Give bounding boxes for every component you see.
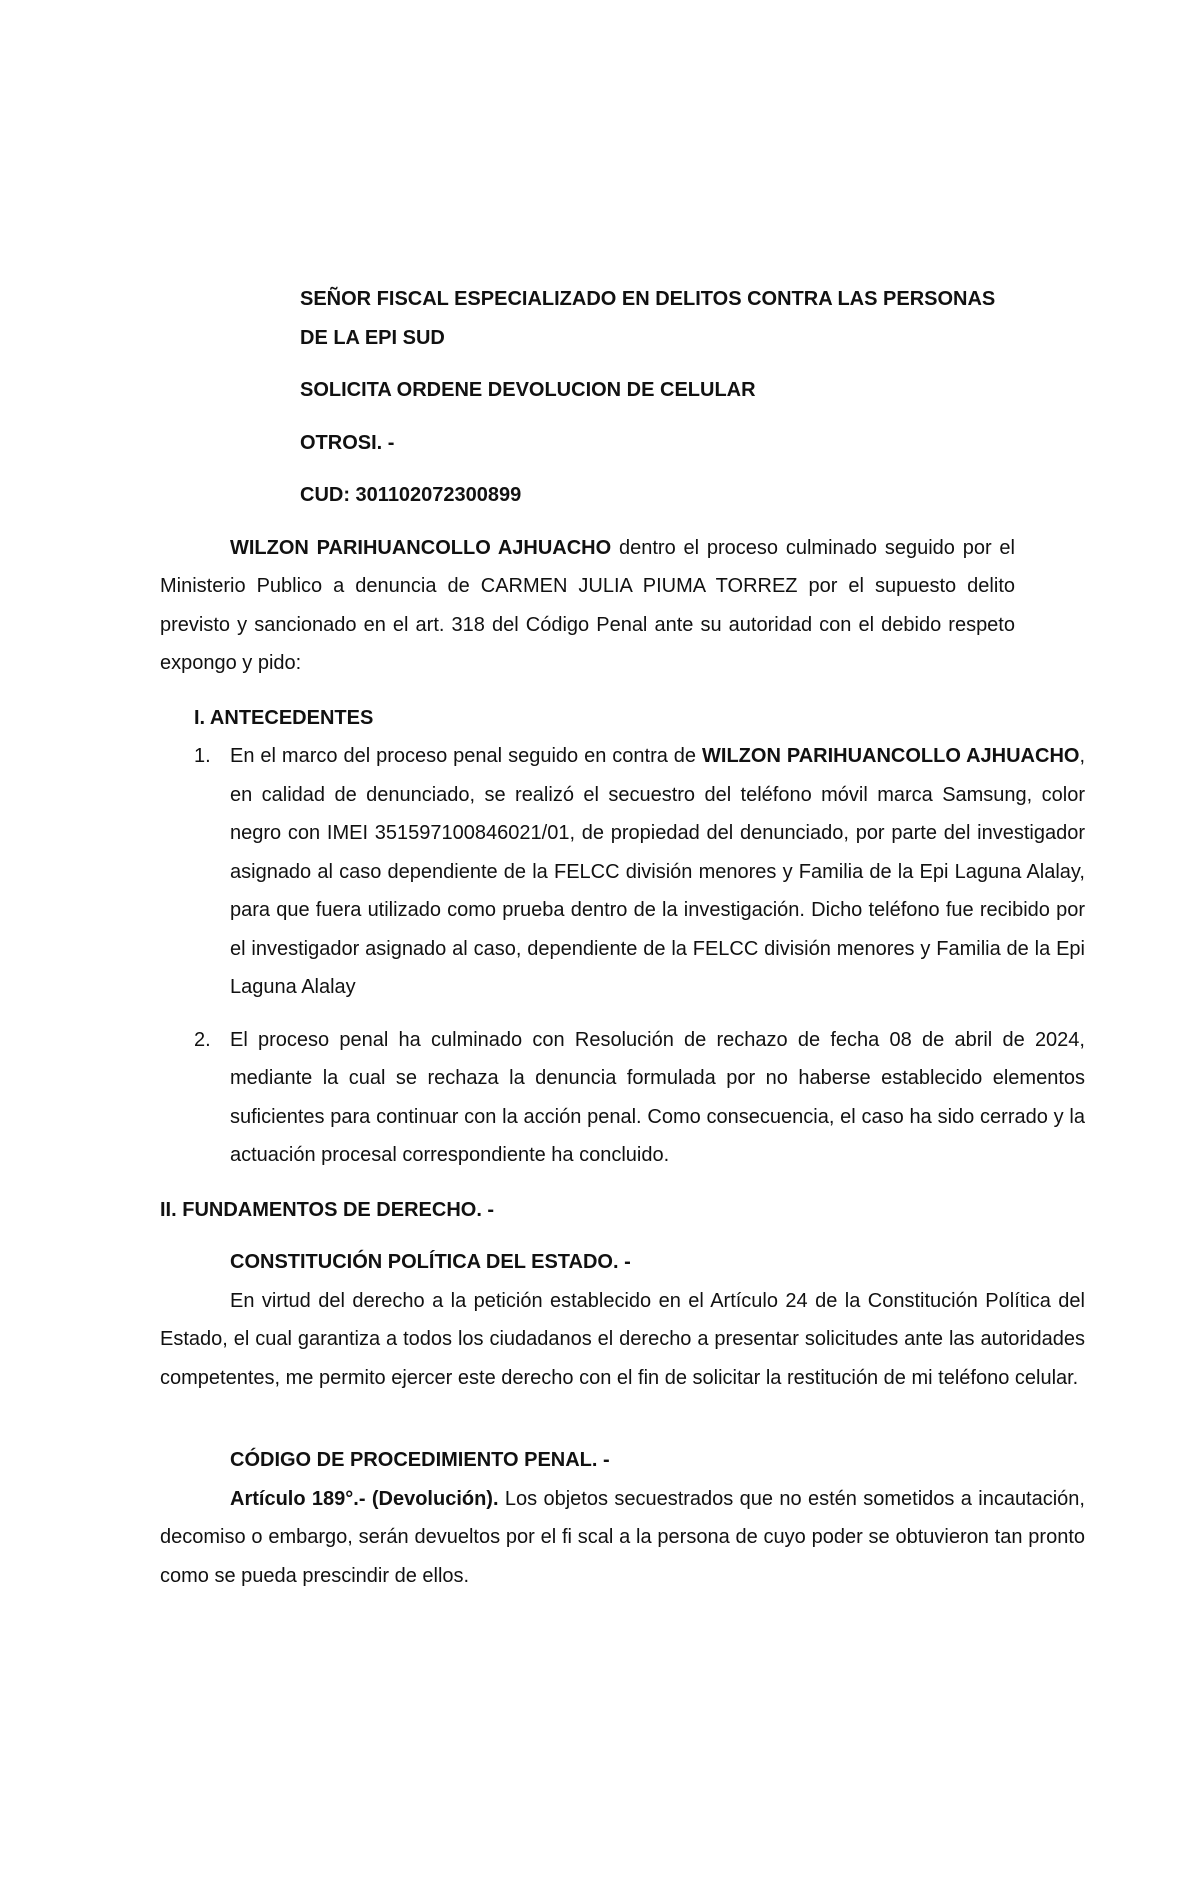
list-item-text-after: , en calidad de denunciado, se realizó el secuestro del teléfono móvil marca Samsung, color negro con IMEI 351597100846021/01, de propiedad del denunciado, por parte del investigador asignado al caso dependiente de la FELCC división menores y Familia de la Epi Laguna Alalay, para que fuera utilizado como prueba dentro de la investigación. Dicho teléfono fue recibido por el investigador asignado al caso, dependiente de la FELCC división menores y Familia de la Epi Laguna Alalay xyxy=(230,745,1086,998)
list-item xyxy=(160,737,1085,1007)
list-item-text-before: En el marco del proceso penal seguido en contra de xyxy=(230,745,703,767)
cpp-title: CÓDIGO DE PROCEDIMIENTO PENAL. - xyxy=(230,1449,610,1471)
list-item-number: 1. xyxy=(194,745,211,767)
intro-text: dentro el proceso culminado seguido por el Ministerio Publico a denuncia de CARMEN JULIA PIUMA TORREZ por el supuesto delito previsto y sancionado en el art. 318 del Código Penal ante su autoridad con el debido respeto expongo y pido: xyxy=(160,536,1016,674)
section-antecedentes-title: I. ANTECEDENTES xyxy=(194,706,374,729)
intro-name: WILZON PARIHUANCOLLO AJHUACHO xyxy=(230,536,612,559)
list-item-number: 2. xyxy=(194,1028,211,1051)
list-item-name: WILZON PARIHUANCOLLO AJHUACHO xyxy=(702,745,1080,767)
subject-line: SOLICITA ORDENE DEVOLUCION DE CELULAR xyxy=(300,379,756,401)
list-item xyxy=(160,1021,1085,1175)
list-item-text: El proceso penal ha culminado con Resolución de rechazo de fecha 08 de abril de 2024, mediante la cual se rechaza la denuncia formulada por no haberse establecido elementos suficientes para continuar con la acción penal. Como consecuencia, el caso ha sido cerrado y la actuación procesal correspondiente ha concluido. xyxy=(230,1028,1085,1166)
cpp-paragraph xyxy=(160,1480,1085,1596)
otrosi-line: OTROSI. - xyxy=(300,431,395,454)
cud-line: CUD: 301102072300899 xyxy=(300,484,522,506)
antecedentes-list xyxy=(160,737,1085,1175)
intro-paragraph xyxy=(160,529,1015,683)
addressee-line-1: SEÑOR FISCAL ESPECIALIZADO EN DELITOS CONTRA LAS PERSONAS xyxy=(300,288,996,310)
document-page xyxy=(160,280,1086,1595)
cpe-paragraph: En virtud del derecho a la petición establecido en el Artículo 24 de la Constitución Política del Estado, el cual garantiza a todos los ciudadanos el derecho a presentar solicitudes ante las autoridades competentes, me permito ejercer este derecho con el fin de solicitar la restitución de mi teléfono celular. xyxy=(160,1289,1085,1389)
cpp-article-text: Los objetos secuestrados que no estén sometidos a incautación, decomiso o embargo, serán devueltos por el fi scal a la persona de cuyo poder se obtuvieron tan pronto como se pueda prescindir de ellos. xyxy=(160,1487,1085,1587)
addressee-line-2: DE LA EPI SUD xyxy=(300,326,445,349)
cpe-title: CONSTITUCIÓN POLÍTICA DEL ESTADO. - xyxy=(230,1251,631,1273)
section-fundamentos-title: II. FUNDAMENTOS DE DERECHO. - xyxy=(160,1198,495,1221)
cpp-article-label: Artículo 189°.- (Devolución). xyxy=(230,1487,499,1510)
